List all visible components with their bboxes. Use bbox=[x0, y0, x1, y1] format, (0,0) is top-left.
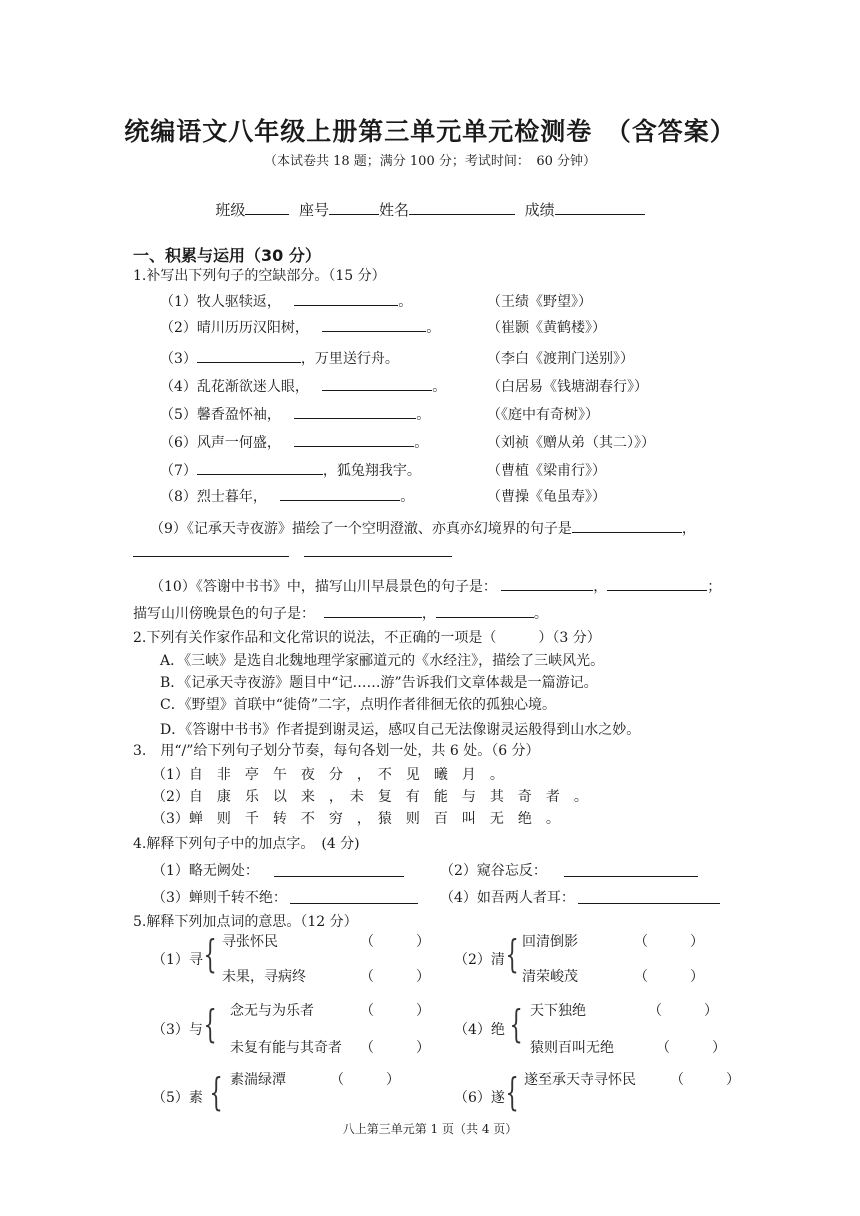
q5-phrase: 猿则百叫无绝 bbox=[530, 1040, 614, 1056]
q5-group-label: （2）清 bbox=[454, 952, 505, 968]
answer-blank[interactable] bbox=[322, 376, 432, 391]
brace-icon: { bbox=[203, 932, 217, 976]
item-source: （李白《渡荆门送别》） bbox=[487, 351, 634, 367]
answer-paren[interactable]: （ ） bbox=[656, 1040, 726, 1056]
answer-blank[interactable] bbox=[436, 603, 534, 618]
answer-paren[interactable]: （ ） bbox=[360, 934, 430, 950]
brace-icon: { bbox=[505, 932, 519, 976]
q3-sentence: （2）自 康 乐 以 来 ， 未 复 有 能 与 其 奇 者 。 bbox=[152, 789, 588, 805]
q2-stem: 2.下列有关作家作品和文化常识的说法，不正确的一项是（ ）（3 分） bbox=[133, 630, 601, 646]
item-source: （刘祯《赠从弟（其二）》） bbox=[487, 435, 655, 451]
item-source: （曹操《龟虽寿》） bbox=[487, 489, 606, 505]
item-num: （4） bbox=[160, 379, 197, 395]
item-source: （王绩《野望》） bbox=[487, 294, 592, 310]
answer-blank[interactable] bbox=[564, 876, 698, 877]
q5-phrase: 素湍绿潭 bbox=[230, 1072, 286, 1088]
answer-blank[interactable] bbox=[280, 486, 400, 501]
answer-paren[interactable]: （ ） bbox=[634, 934, 704, 950]
item-end: 。 bbox=[400, 489, 415, 505]
answer-paren[interactable]: （ ） bbox=[360, 969, 430, 985]
q5-group-label: （5）素 bbox=[152, 1090, 203, 1106]
item-end: 。 bbox=[426, 320, 441, 336]
brace-icon: { bbox=[209, 1070, 223, 1114]
item-num: （1） bbox=[160, 294, 197, 310]
item-text: 烈士暮年， bbox=[196, 489, 267, 505]
q1-item-10b: 描写山川傍晚景色的句子是： ， 。 bbox=[133, 603, 548, 623]
q4-item bbox=[440, 860, 547, 880]
answer-blank[interactable] bbox=[572, 518, 682, 533]
answer-blank[interactable] bbox=[197, 348, 301, 363]
q1-item-10: （10）《答谢中书书》中，描写山川早晨景色的句子是： ， ； bbox=[150, 576, 721, 596]
seat-blank[interactable] bbox=[329, 200, 379, 215]
student-info-line bbox=[0, 199, 860, 220]
q4-item bbox=[152, 887, 287, 907]
q4-item bbox=[440, 887, 575, 907]
item-text: ，万里送行舟。 bbox=[300, 351, 399, 367]
class-blank[interactable] bbox=[245, 200, 289, 215]
q5-group-label: （1）寻 bbox=[152, 952, 203, 968]
q5-group-label: （3）与 bbox=[152, 1022, 203, 1038]
answer-blank[interactable] bbox=[324, 603, 422, 618]
brace-icon: { bbox=[505, 1070, 519, 1114]
item-end: 。 bbox=[416, 407, 431, 423]
answer-blank[interactable] bbox=[197, 460, 323, 475]
answer-paren[interactable]: （ ） bbox=[360, 1040, 430, 1056]
item-num: （5） bbox=[160, 407, 197, 423]
q5-stem: 5.解释下列加点词的意思。（12 分） bbox=[133, 914, 358, 930]
q5-phrase: 天下独绝 bbox=[530, 1003, 586, 1019]
brace-icon: { bbox=[509, 1002, 523, 1046]
answer-blank[interactable] bbox=[294, 404, 416, 419]
page-footer: 八上第三单元第 1 页（共 4 页） bbox=[342, 1122, 518, 1136]
class-label: 班级 bbox=[215, 201, 246, 219]
q5-phrase: 清荣峻茂 bbox=[522, 969, 578, 985]
item-text: 描写山川傍晚景色的句子是： bbox=[133, 606, 315, 622]
answer-blank[interactable] bbox=[294, 291, 398, 306]
item-end: 。 bbox=[432, 379, 447, 395]
q2-option-d[interactable]: D．《答谢中书书》作者提到谢灵运，感叹自己无法像谢灵运般得到山水之妙。 bbox=[160, 722, 641, 738]
q5-group-label: （4）绝 bbox=[454, 1022, 505, 1038]
exam-info: （本试卷共 18 题；满分 100 分；考试时间： 60 分钟） bbox=[263, 154, 597, 169]
answer-paren[interactable]: （ ） bbox=[634, 969, 704, 985]
score-label: 成绩 bbox=[524, 201, 555, 219]
q4-item bbox=[152, 860, 259, 880]
q5-phrase: 回清倒影 bbox=[522, 934, 578, 950]
item-num: （6） bbox=[160, 435, 197, 451]
q5-phrase: 寻张怀民 bbox=[222, 934, 278, 950]
q3-sentence: （1）自 非 亭 午 夜 分 ， 不 见 曦 月 。 bbox=[152, 767, 504, 783]
item-num: （2） bbox=[160, 320, 197, 336]
q3-sentence: （3）蝉 则 千 转 不 穷 ， 猿 则 百 叫 无 绝 。 bbox=[152, 811, 560, 827]
answer-blank[interactable] bbox=[133, 556, 289, 557]
item-text: 馨香盈怀袖， bbox=[196, 407, 281, 423]
page-title: 统编语文八年级上册第三单元单元检测卷 （含答案） bbox=[124, 117, 736, 146]
item-text: ，狐兔翔我宇。 bbox=[322, 463, 421, 479]
seat-label: 座号 bbox=[298, 201, 329, 219]
item-end: 。 bbox=[398, 294, 413, 310]
item-text: 牧人驱犊返， bbox=[196, 294, 281, 310]
item-source: （《庭中有奇树》） bbox=[487, 407, 599, 423]
brace-icon: { bbox=[203, 1002, 217, 1046]
q5-phrase: 遂至承天寺寻怀民 bbox=[524, 1072, 636, 1088]
item-source: （曹植《梁甫行》） bbox=[487, 463, 606, 479]
item-text: （1）略无阙处： bbox=[152, 863, 259, 879]
item-source: （崔颢《黄鹤楼》） bbox=[487, 320, 606, 336]
answer-blank[interactable] bbox=[501, 576, 593, 591]
item-num: （3） bbox=[160, 351, 197, 367]
item-text: 乱花渐欲迷人眼， bbox=[196, 379, 309, 395]
item-text: （3）蝉则千转不绝： bbox=[152, 890, 287, 906]
score-blank[interactable] bbox=[555, 200, 645, 215]
q2-option-a[interactable]: A．《三峡》是选自北魏地理学家郦道元的《水经注》，描绘了三峡风光。 bbox=[160, 653, 605, 669]
item-text: 风声一何盛， bbox=[196, 435, 281, 451]
item-source: （白居易《钱塘湖春行》） bbox=[487, 379, 648, 395]
answer-paren[interactable]: （ ） bbox=[330, 1072, 400, 1088]
q3-stem: 3. 用“/”给下列句子划分节奏，每句各划一处，共 6 处。（6 分） bbox=[133, 743, 540, 759]
item-text: （9）《记承天寺夜游》描绘了一个空明澄澈、亦真亦幻境界的句子是 bbox=[150, 521, 572, 537]
answer-blank[interactable] bbox=[274, 876, 404, 877]
section-heading: 一、积累与运用（30 分） bbox=[133, 246, 321, 265]
item-text: 晴川历历汉阳树， bbox=[196, 320, 309, 336]
q5-phrase: 未果，寻病终 bbox=[222, 969, 306, 985]
q4-stem: 4.解释下列句子中的加点字。 (4 分) bbox=[133, 836, 360, 852]
answer-blank[interactable] bbox=[294, 432, 414, 447]
name-blank[interactable] bbox=[409, 200, 515, 215]
item-text: （2）窥谷忘反： bbox=[440, 863, 547, 879]
answer-blank[interactable] bbox=[607, 576, 707, 591]
answer-paren[interactable]: （ ） bbox=[648, 1003, 718, 1019]
q1-item-9: （9）《记承天寺夜游》描绘了一个空明澄澈、亦真亦幻境界的句子是 ， bbox=[150, 518, 696, 538]
q5-group-label: （6）遂 bbox=[454, 1090, 505, 1106]
q1-stem: 1.补写出下列句子的空缺部分。（15 分） bbox=[133, 268, 386, 284]
q2-option-c[interactable]: C．《野望》首联中“徙倚”二字，点明作者徘徊无依的孤独心境。 bbox=[160, 697, 557, 713]
item-num: （7） bbox=[160, 463, 197, 479]
answer-blank[interactable] bbox=[290, 903, 418, 904]
answer-blank[interactable] bbox=[304, 556, 452, 557]
item-text: （4）如吾两人者耳： bbox=[440, 890, 575, 906]
answer-blank[interactable] bbox=[578, 903, 720, 904]
item-end: 。 bbox=[414, 435, 429, 451]
item-num: （8） bbox=[160, 489, 197, 505]
answer-paren[interactable]: （ ） bbox=[360, 1003, 430, 1019]
answer-blank[interactable] bbox=[322, 317, 426, 332]
q5-phrase: 未复有能与其奇者 bbox=[230, 1040, 342, 1056]
q5-phrase: 念无与为乐者 bbox=[230, 1003, 314, 1019]
item-text: （10）《答谢中书书》中，描写山川早晨景色的句子是： bbox=[150, 579, 497, 595]
q2-option-b[interactable]: B．《记承天寺夜游》题目中“记……游”告诉我们文章体裁是一篇游记。 bbox=[160, 675, 598, 691]
answer-paren[interactable]: （ ） bbox=[670, 1072, 740, 1088]
name-label: 姓名 bbox=[379, 201, 410, 219]
